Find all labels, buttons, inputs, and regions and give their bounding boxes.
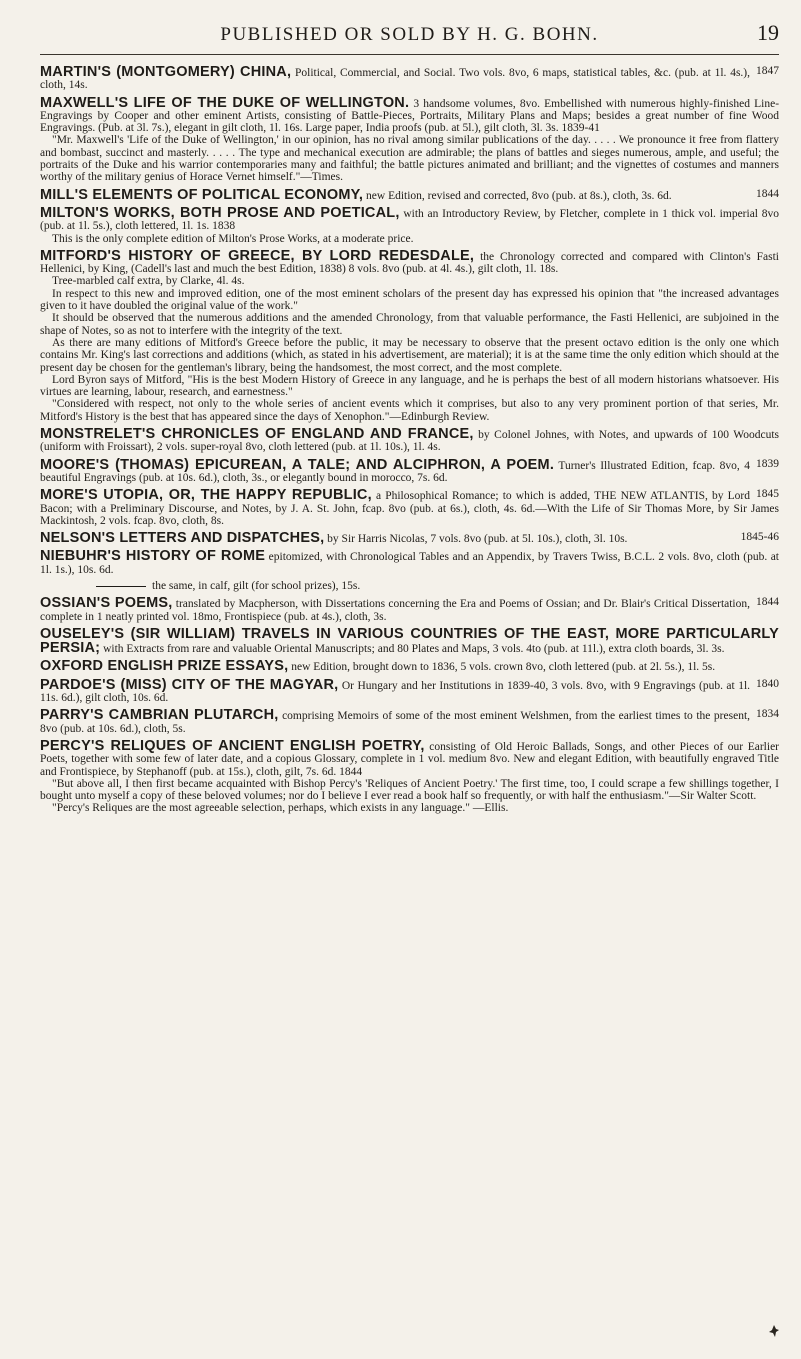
catalogue-entry: [40, 188, 779, 202]
catalogue-entry: [40, 65, 779, 92]
entry-description: [40, 96, 779, 135]
entry-heading: MITFORD'S HISTORY OF GREECE, BY LORD REDESDALE,: [40, 247, 475, 264]
entry-heading: MOORE'S (THOMAS) EPICUREAN, A TALE; AND ALCIPHRON, A POEM.: [40, 456, 555, 473]
entry-heading: OSSIAN'S POEMS,: [40, 595, 173, 612]
entry-date: 1844: [756, 596, 779, 609]
entry-description: [40, 708, 779, 735]
entry-text: new Edition, revised and corrected, 8vo (pub. at 8s.), cloth, 3s. 6d.: [366, 189, 672, 202]
entry-text: "Considered with respect, not only to the whole series of ancient events which it comprises, but also to any very prominent portion of that series, Mr. Mitford's History is the best that has appeared since the days of Xenophon."—Edinburgh Review.: [40, 398, 779, 423]
catalogue-entry: [40, 627, 779, 656]
entry-text: the same, in calf, gilt (for school prizes), 15s.: [152, 579, 361, 592]
entry-description: [40, 488, 779, 527]
entry-note: [40, 275, 779, 287]
entry-text: This is the only complete edition of Milton's Prose Works, at a moderate price.: [52, 232, 414, 245]
catalogue-entry: [40, 678, 779, 705]
catalogue-entry: [40, 580, 779, 592]
entry-description: [40, 65, 779, 92]
entry-date: 1834: [756, 708, 779, 721]
entry-text: new Edition, brought down to 1836, 5 vols. crown 8vo, cloth lettered (pub. at 2l. 5s.), 1l. 5s.: [291, 661, 716, 674]
entry-note: [40, 233, 779, 245]
catalogue-entry: [40, 549, 779, 576]
entry-heading: NELSON'S LETTERS AND DISPATCHES,: [40, 530, 325, 547]
entry-text: It should be observed that the numerous additions and the amended Chronology, from that valuable performance, the Fasti Hellenici, are subjoined in the shape of Notes, so as not to interfere with the integrity of the text.: [40, 312, 779, 337]
entry-description: [40, 580, 779, 592]
entry-description: [40, 427, 779, 454]
ditto-rule: [96, 586, 146, 587]
entry-heading: PARDOE'S (MISS) CITY OF THE MAGYAR,: [40, 676, 339, 693]
catalogue-entry: [40, 659, 779, 673]
entry-note: [40, 337, 779, 374]
entry-text: by Sir Harris Nicolas, 7 vols. 8vo (pub. at 5l. 10s.), cloth, 3l. 10s.: [327, 533, 628, 546]
entry-description: [40, 678, 779, 705]
entry-description: [40, 739, 779, 778]
catalogue-entry: [40, 708, 779, 735]
running-title: PUBLISHED OR SOLD BY H. G. BOHN.: [220, 24, 599, 45]
entry-heading: MILL'S ELEMENTS OF POLITICAL ECONOMY,: [40, 186, 364, 203]
entry-note: [40, 374, 779, 399]
catalogue-entry: [40, 739, 779, 815]
catalogue-entries: [40, 65, 779, 815]
entry-text: translated by Macpherson, with Dissertations concerning the Era and Poems of Ossian; and Dr. Blair's Critical Dissertation, complete in 1 neatly printed vol. 18mo, Frontispiece (pub. at 4s.), cloth, 3s.: [40, 598, 751, 623]
entry-date: 1839: [756, 457, 779, 470]
entry-text: Or Hungary and her Institutions in 1839-40, 3 vols. 8vo, with 9 Engravings (pub. at 1l. 11s. 6d.), gilt cloth, 10s. 6d.: [40, 679, 751, 705]
entry-heading: NIEBUHR'S HISTORY OF ROME: [40, 548, 266, 565]
entry-description: [40, 249, 779, 276]
entry-text: 3 handsome volumes, 8vo. Embellished with numerous highly-finished Line-Engravings by Cooper and other eminent Artists, consisting of Battle-Pieces, Portraits, Military Plans and Maps; besides a great number of fine Wood Engravings. (Pub. at 3l. 7s.), elegant in gilt cloth, 1l. 16s. Large paper, India proofs (pub. at 5l.), gilt cloth, 3l. 3s. 1839-41: [40, 97, 780, 135]
entry-heading: PARRY'S CAMBRIAN PLUTARCH,: [40, 707, 279, 724]
entry-heading: MARTIN'S (MONTGOMERY) CHINA,: [40, 64, 292, 80]
entry-date: 1845-46: [740, 531, 779, 544]
entry-text: comprising Memoirs of some of the most eminent Welshmen, from the earliest times to the present, 8vo (pub. at 10s. 6d.), cloth, 5s.: [40, 710, 751, 735]
printer-ornament-icon: [769, 1325, 779, 1337]
entry-description: [40, 531, 779, 545]
entry-note: [40, 134, 779, 183]
entry-description: [40, 458, 779, 485]
entry-text: "Mr. Maxwell's 'Life of the Duke of Wellington,' in our opinion, has no rival among similar publications of the day. . . . . We pronounce it free from flattery and bombast, succinct and masterly. . . . . The type and mechanical execution are admirable; the plans of battles and sieges numerous, ample, and useful; the portraits of the Duke and his warrior contemporaries many and faithful; the battle pictures animated and brilliant; and the vignettes of costumes and manners worthy of the military genius of Horace Vernet himself."—Times.: [40, 134, 779, 184]
entry-heading: MAXWELL'S LIFE OF THE DUKE OF WELLINGTON.: [40, 94, 410, 111]
entry-text: "Percy's Reliques are the most agreeable selection, perhaps, which exists in any language." —Ellis.: [52, 802, 509, 815]
entry-text: Tree-marbled calf extra, by Clarke, 4l. 4s.: [52, 275, 245, 288]
entry-heading: MILTON'S WORKS, BOTH PROSE AND POETICAL,: [40, 204, 400, 221]
catalogue-entry: [40, 206, 779, 245]
entry-text: a Philosophical Romance; to which is added, THE NEW ATLANTIS, by Lord Bacon; with a Preliminary Discourse, and Notes, by J. A. St. John, fcap. 8vo (pub. at 6s.), cloth, 4s. 6d.—With the Life of Sir Thomas More, by Sir James Mackintosh, 2 vols. fcap. 8vo, cloth, 8s.: [40, 490, 779, 527]
entry-note: [40, 288, 779, 313]
entry-text: by Colonel Johnes, with Notes, and upwards of 100 Woodcuts (uniform with Froissart), 2 vols. super-royal 8vo, cloth lettered (pub. at 1l. 10s.), 1l. 4s.: [40, 429, 779, 454]
catalogue-entry: [40, 96, 779, 184]
entry-description: [40, 596, 779, 623]
entry-date: 1845: [756, 488, 779, 501]
entry-heading: OUSELEY'S (SIR WILLIAM) TRAVELS IN VARIOUS COUNTRIES OF THE EAST, MORE PARTICULARLY PERSIA;: [40, 625, 779, 657]
catalogue-entry: [40, 458, 779, 485]
entry-note: [40, 778, 779, 803]
catalogue-entry: [40, 249, 779, 423]
catalogue-entry: [40, 531, 779, 545]
catalogue-entry: [40, 596, 779, 623]
entry-text: "But above all, I then first became acquainted with Bishop Percy's 'Reliques of Ancient Poetry.' The first time, too, I could scrape a few shillings together, I bought unto myself a copy of these beloved volumes; nor do I believe I ever read a book half so frequently, or with half the enthusiasm."—Sir Walter Scott.: [40, 777, 779, 803]
entry-heading: PERCY'S RELIQUES OF ANCIENT ENGLISH POETRY,: [40, 737, 425, 754]
entry-text: with an Introductory Review, by Fletcher, complete in 1 thick vol. imperial 8vo (pub. at 1l. 5s.), cloth lettered, 1l. 1s. 1838: [40, 207, 779, 233]
entry-note: [40, 398, 779, 423]
entry-note: [40, 312, 779, 337]
entry-text: with Extracts from rare and valuable Oriental Manuscripts; and 80 Plates and Maps, 3 vols. 4to (pub. at 11l.), extra cloth boards, 3l. 3s.: [103, 643, 725, 656]
page-number: 19: [757, 20, 779, 45]
entry-text: the Chronology corrected and compared with Clinton's Fasti Hellenici, by King, (Cadell's last and much the best Edition, 1838) 8 vols. 8vo (pub. at 4l. 4s.), gilt cloth, 1l. 18s.: [40, 250, 779, 276]
entry-text: Lord Byron says of Mitford, "His is the best Modern History of Greece in any language, and he is perhaps the best of all modern historians whatsoever. His virtues are learning, labour, research, and earnestness.": [40, 373, 779, 399]
entry-description: [40, 206, 779, 233]
entry-description: [40, 659, 779, 673]
entry-note: [40, 802, 779, 814]
entry-text: consisting of Old Heroic Ballads, Songs, and other Pieces of our Earlier Poets, together with some few of later date, and a copious Glossary, complete in 1 vol. medium 8vo. New and elegant Edition, with beautifully engraved Title and Frontispiece, by Stephanoff (pub. at 15s.), cloth, gilt, 7s. 6d. 1844: [40, 740, 780, 778]
entry-text: As there are many editions of Mitford's Greece before the public, it may be necessary to observe that the present octavo edition is the only one which contains Mr. King's last corrections and additions (which, as stated in his advertisement, are material); it is at the same time the only edition which should at the present day be chosen for the gentleman's library, being the handsomest, the most correct, and the most complete.: [40, 336, 779, 374]
entry-heading: MONSTRELET'S CHRONICLES OF ENGLAND AND FRANCE,: [40, 426, 474, 443]
entry-date: 1847: [756, 65, 779, 77]
entry-date: 1844: [756, 187, 779, 200]
entry-text: In respect to this new and improved edition, one of the most eminent scholars of the present day has expressed his opinion that "the increased advantages given to it have doubled the original value of the work.": [40, 287, 779, 313]
entry-date: 1840: [756, 677, 779, 690]
entry-heading: MORE'S UTOPIA, OR, THE HAPPY REPUBLIC,: [40, 487, 372, 504]
catalogue-entry: [40, 488, 779, 527]
entry-description: [40, 188, 779, 202]
running-header: [40, 14, 779, 55]
entry-description: [40, 627, 779, 656]
entry-heading: OXFORD ENGLISH PRIZE ESSAYS,: [40, 658, 289, 675]
entry-text: Political, Commercial, and Social. Two vols. 8vo, 6 maps, statistical tables, &c. (pub. at 1l. 4s.), cloth, 14s.: [40, 67, 751, 92]
entry-text: epitomized, with Chronological Tables and an Appendix, by Travers Twiss, B.C.L. 2 vols. 8vo, cloth (pub. at 1l. 1s.), 10s. 6d.: [40, 551, 779, 576]
catalogue-entry: [40, 427, 779, 454]
entry-text: Turner's Illustrated Edition, fcap. 8vo, 4 beautiful Engravings (pub. at 10s. 6d.), cloth, 3s., or elegantly bound in morocco, 7s. 6d.: [40, 459, 750, 484]
entry-description: [40, 549, 779, 576]
